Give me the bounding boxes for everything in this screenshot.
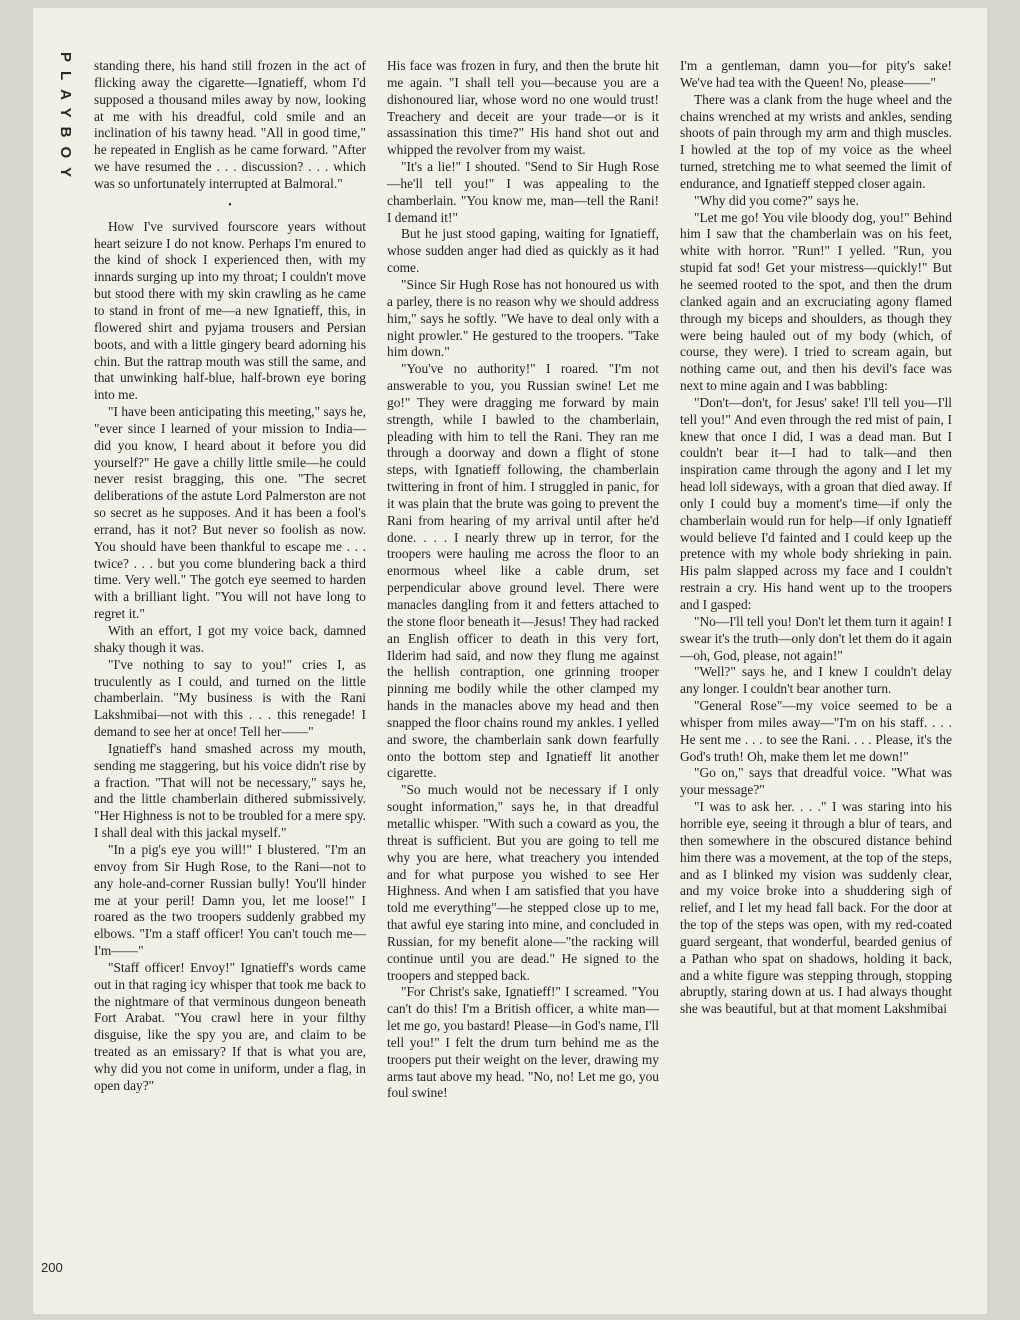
paragraph: "General Rose"—my voice seemed to be a whisper from miles away—"I'm on his staff. . . . He sent me . . . to see the Rani. . . . Please, it's the God's truth! Oh, make them let me down!"	[680, 698, 952, 764]
paragraph: "Well?" says he, and I knew I couldn't delay any longer. I couldn't bear another turn.	[680, 664, 952, 697]
paragraph: "You've no authority!" I roared. "I'm not answerable to you, you Russian swine! Let me go!" They were dragging me forward by main strength, while I bawled to the chamberlain, pleading with him to tell the Rani. They ran me through a doorway and down a flight of stone steps, with Ignatieff following, the chamberlain twittering in front of him. I struggled in panic, for it was plain that the brute was going to prevent the Rani from hearing of my arrival until after he'd done. . . . I nearly threw up in terror, for the troopers were hauling me across the floor to an enormous wheel like a cable drum, set perpendicular above ground level. There were manacles dangling from it and fetters attached to the stone floor beneath it—Jesus! They had racked an English officer to death in this very fort, Ilderim had said, and now they flung me against the hellish contraption, one grinning trooper pinning me bodily while the other clamped my hands in the manacles above my head and then snapped the floor chains round my ankles. I yelled and swore, the chamberlain sank down fearfully onto the bottom step and Ignatieff lit another cigarette.	[387, 361, 659, 781]
text-column-1	[94, 58, 366, 1095]
paragraph: "It's a lie!" I shouted. "Send to Sir Hugh Rose—he'll tell you!" I was appealing to the chamberlain. "You know me, man—tell the Rani! I demand it!"	[387, 159, 659, 225]
paragraph: "I've nothing to say to you!" cries I, as truculently as I could, and turned on the little chamberlain. "My business is with the Rani Lakshmibai—not with this . . . this renegade! I demand to see her at once! Tell her——"	[94, 656, 366, 740]
paragraph: "I was to ask her. . . ." I was staring into his horrible eye, seeing it through a blur of tears, and then somewhere in the obscured distance behind him there was a movement, at the top of the steps, and as I blinked my vision was suddenly clear, and my voice broke into a shuddering sigh of relief, and I let my head fall back. For the door at the top of the steps was open, with my red-coated guard sergeant, that wonderful, bearded genius of a Pathan who spat on shadows, holding it back, and a white figure was stepping through, stopping abruptly, staring down at us. I had always thought she was beautiful, but at that moment Lakshmibai	[680, 799, 952, 1017]
paragraph: There was a clank from the huge wheel and the chains wrenched at my wrists and ankles, sending shoots of pain through my arm and thigh muscles. I howled at the top of my voice as the wheel turned, stretching me to what seemed the limit of endurance, and Ignatieff stepped closer again.	[680, 91, 952, 191]
paragraph: "I have been anticipating this meeting," says he, "ever since I learned of your mission to India—did you know, I heard about it before you did yourself?" He gave a chilly little smile—he could never resist bragging, this one. "The secret deliberations of the astute Lord Palmerston are not so secret as he supposes. And it has been a fool's errand, has it not? But never so foolish as now. You should have been thankful to escape me . . . twice? . . . but you come blundering back a third time. Very well." The gotch eye seemed to harden with a brilliant light. "You will not have long to regret it."	[94, 404, 366, 622]
paragraph: "Since Sir Hugh Rose has not honoured us with a parley, there is no reason why we should address him," says he softly. "We have to deal only with a night prowler." He gestured to the troopers. "Take him down."	[387, 276, 659, 360]
section-break: •	[228, 199, 232, 211]
text-column-2	[387, 58, 659, 1102]
paragraph: standing there, his hand still frozen in the act of flicking away the cigarette—Ignatieff, whom I'd supposed a thousand miles away by now, looking at me with his dreadful, cold smile and an inclination of his tawny head. "All in good time," he repeated in English as he came forward. "After we have resumed the . . . discussion? . . . which was so unfortunately interrupted at Balmoral."	[94, 58, 366, 191]
magazine-page	[33, 8, 987, 1314]
paragraph: "So much would not be necessary if I only sought information," says he, in that dreadful metallic whisper. "With such a coward as you, the threat is sufficient. But you are going to tell me why you are here, what treachery you intended and for what purpose you wished to see Her Highness. And when I am satisfied that you have told me everything"—he stepped close up to me, that awful eye staring into mine, and concluded in Russian, for my benefit alone—"the racking will continue until you are dead." He signed to the troopers and stepped back.	[387, 782, 659, 983]
masthead: PLAYBOY	[57, 52, 74, 187]
paragraph: "Let me go! You vile bloody dog, you!" Behind him I saw that the chamberlain was on his feet, white with horror. "Run!" I yelled. "Run, you stupid fat sod! Get your mistress—quickly!" But he seemed rooted to the spot, and then the drum clanked again and an excruciating agony flamed through my biceps and shoulders, as though they were being hauled out of my body (which, of course, they were). I tried to scream again, but nothing came out, and then his devil's face was next to mine again and I was babbling:	[680, 209, 952, 394]
text-column-3	[680, 58, 952, 1018]
paragraph: With an effort, I got my voice back, damned shaky though it was.	[94, 623, 366, 655]
page-number: 200	[41, 1260, 63, 1275]
paragraph: His face was frozen in fury, and then the brute hit me again. "I shall tell you—because you are a dishonoured liar, whose word no one would trust! Treachery and deceit are your trade—or is it assassination this time?" His hand shot out and whipped the revolver from my waist.	[387, 58, 659, 158]
paragraph: "For Christ's sake, Ignatieff!" I screamed. "You can't do this! I'm a British officer, a white man—let me go, you bastard! Please—in God's name, I'll tell you!" I felt the drum turn behind me as the troopers put their weight on the lever, drawing my arms taut above my head. "No, no! Let me go, you foul swine!	[387, 984, 659, 1101]
paragraph: But he just stood gaping, waiting for Ignatieff, whose sudden anger had died as quickly as it had come.	[387, 226, 659, 276]
paragraph: How I've survived fourscore years without heart seizure I do not know. Perhaps I'm enured to the kind of shock I experienced then, with my innards surging up into my throat; I couldn't move but stood there with my skin crawling as he came to stand in front of me—a new Ignatieff, this, in flowered shirt and pyjama trousers and Persian boots, and with a little gingery beard adorning his chin. But the rattrap mouth was still the same, and that unwinking half-blue, half-brown eye boring into me.	[94, 218, 366, 403]
paragraph: I'm a gentleman, damn you—for pity's sake! We've had tea with the Queen! No, please——"	[680, 58, 952, 90]
paragraph: "Why did you come?" says he.	[694, 192, 859, 208]
paragraph: "In a pig's eye you will!" I blustered. "I'm an envoy from Sir Hugh Rose, to the Rani—not to any hole-and-corner Russian bully! You'll hinder me at your peril! Damn you, let me loose!" I roared as the two troopers suddenly grabbed my elbows. "I'm a staff officer! You can't touch me—I'm——"	[94, 841, 366, 959]
paragraph: Ignatieff's hand smashed across my mouth, sending me staggering, but his voice didn't rise by a fraction. "That will not be necessary," says he, and the little chamberlain dithered submissively. "Her Highness is not to be troubled for a mere spy. I shall deal with this jackal myself."	[94, 740, 366, 841]
paragraph: "Don't—don't, for Jesus' sake! I'll tell you—I'll tell you!" And even through the red mist of pain, I knew that once I did, I was a dead man. But I couldn't bear it—I had to talk—and then inspiration came through the agony and I let my head loll sideways, with a groan that died away. If only I could buy a moment's time—if only the chamberlain would run for help—if only Ignatieff would believe I'd fainted and I could keep up the pretence with my whole body shrieking in pain. His palm slapped across my face and I couldn't restrain a cry. His hand went up to the troopers and I gasped:	[680, 394, 952, 612]
paragraph: "Go on," says that dreadful voice. "What was your message?"	[680, 765, 952, 798]
paragraph: "No—I'll tell you! Don't let them turn it again! I swear it's the truth—only don't let them do it again—oh, God, please, not again!"	[680, 613, 952, 663]
paragraph: "Staff officer! Envoy!" Ignatieff's words came out in that raging icy whisper that took me back to the nightmare of that verminous dungeon beneath Fort Arabat. "You crawl here in your filthy disguise, like the spy you are, and claim to be treated as an emissary? If that is what you are, why did you not come in uniform, under a flag, in open day?"	[94, 959, 366, 1093]
